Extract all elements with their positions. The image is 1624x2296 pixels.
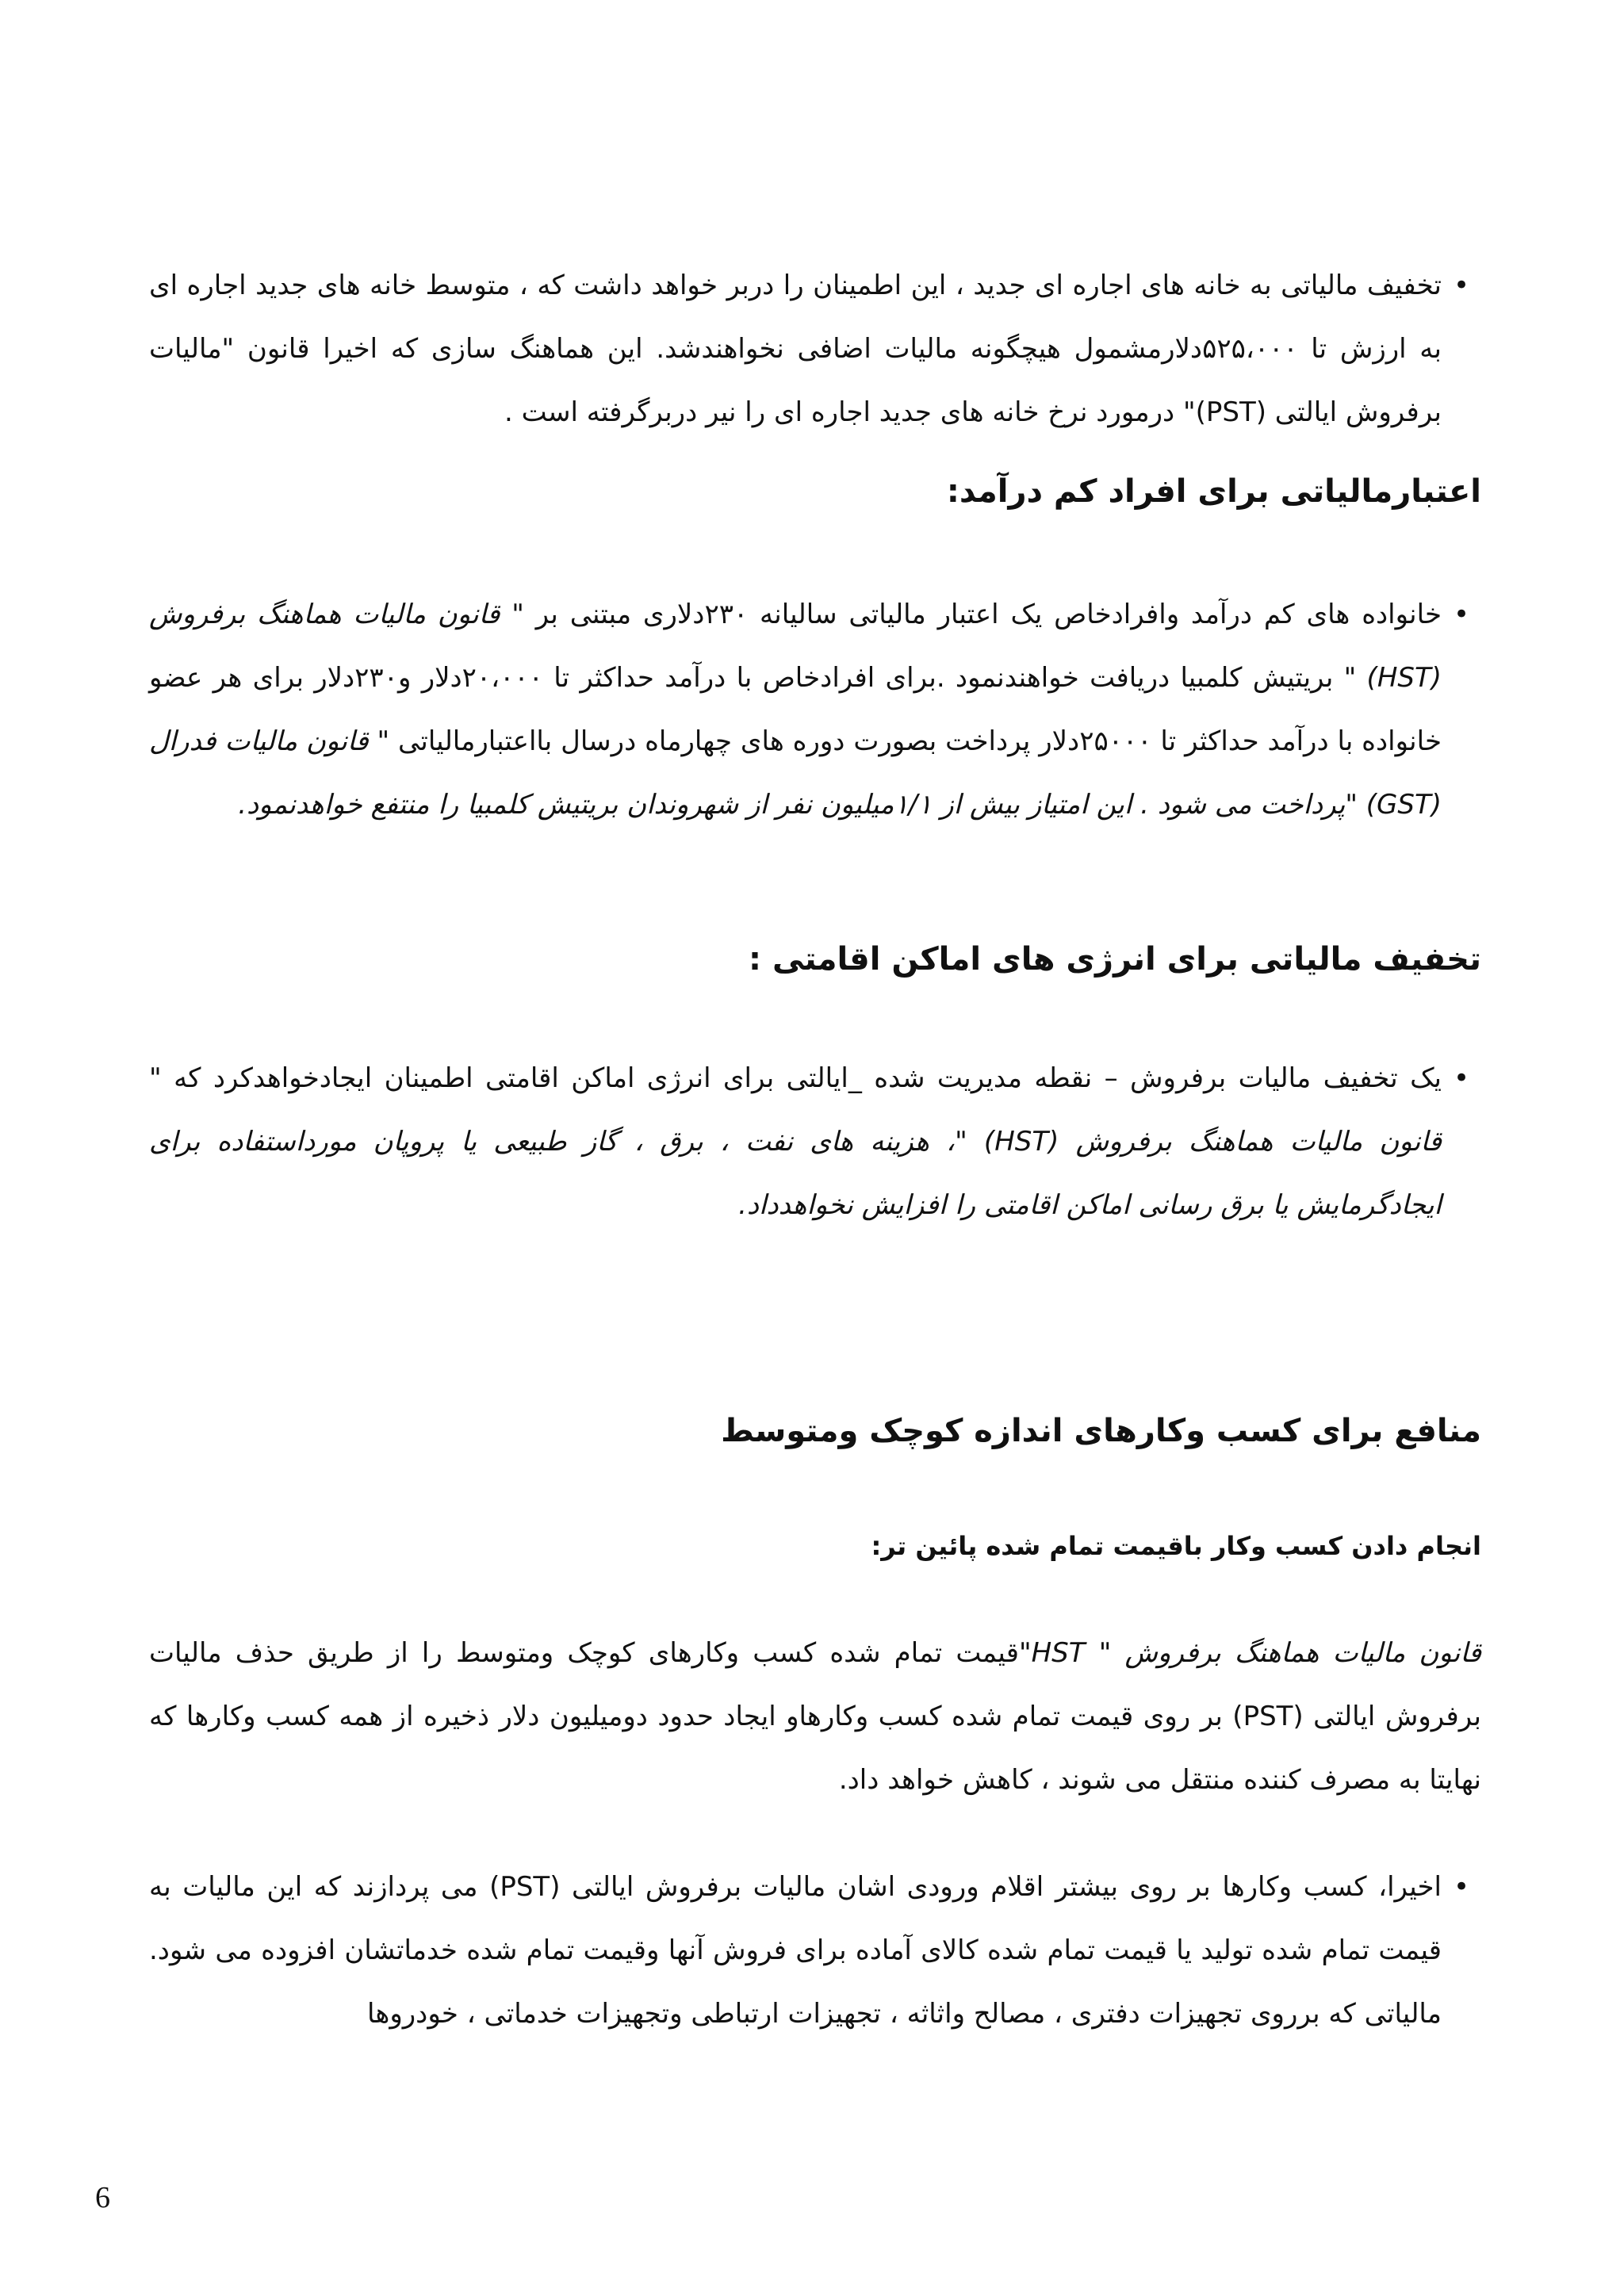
credit-text-part-3: بریتیش کلمبیا دریافت خواهندنمود .برای افرادخاص با درآمد حداکثر تا ۲۰،۰۰۰دلار و۲۳۰دلار برای هر عضو خانواده با درآمد حداکثر تا ۲۵۰۰۰دلار پرداخت بصورت دوره های چهارماه درسال بااعتبارمالیاتی ": [149, 662, 1442, 757]
energy-text-part-2: قانون مالیات هماهنگ برفروش (HST) "، هزینه های نفت ، برق ، گاز طبیعی یا پروپان مورداستفاده برای ایجادگرمایش یا برق رسانی اماکن اقامتی را افزایش نخواهدداد.: [149, 1126, 1442, 1221]
bullet-rental-homes: [149, 254, 1481, 444]
business-text-part-1: قانون مالیات هماهنگ برفروش " HST": [1018, 1637, 1481, 1669]
page-number: 6: [95, 2181, 110, 2214]
business-text-part-2: قیمت تمام شده کسب وکارهای کوچک ومتوسط را از طریق حذف مالیات برفروش ایالتی (PST) بر روی قیمت تمام شده کسب وکارهاو ایجاد حدود دومیلیون دلار ذخیره از همه کسب وکارها که نهایتا به مصرف کننده منتقل می شوند ، کاهش خواهد داد.: [149, 1637, 1482, 1796]
bullet-icon: •: [1453, 599, 1470, 630]
energy-text-part-1: یک تخفیف مالیات برفروش – نقطه مدیریت شده _ایالتی برای انرژی اماکن اقامتی اطمینان ایجادخواهدکرد که ": [149, 1062, 1442, 1094]
heading-low-income-credit: اعتبارمالیاتی برای افراد کم درآمد:: [946, 473, 1481, 510]
credit-text-part-1: خانواده های کم درآمد وافرادخاص یک اعتبار مالیاتی سالیانه ۲۳۰دلاری مبتنی بر ": [500, 599, 1442, 630]
paragraph-business-savings: [149, 1621, 1481, 1812]
bullet-credit-text: [149, 583, 1442, 836]
bullet-rental-text: تخفیف مالیاتی به خانه های اجاره ای جدید ، این اطمینان را دربر خواهد داشت که ، متوسط خانه های جدید اجاره ای به ارزش تا ۵۲۵،۰۰۰دلارمشمول هیچگونه مالیات اضافی نخواهندشد. این هماهنگ سازی که اخیرا قانون "مالیات برفروش ایالتی (PST)" درمورد نرخ خانه های جدید اجاره ای را نیر دربرگرفته است .: [149, 270, 1442, 428]
subheading-lower-cost: انجام دادن کسب وکار باقیمت تمام شده پائین تر:: [871, 1531, 1481, 1561]
bullet-energy-text: [149, 1047, 1442, 1237]
bullet-icon: •: [1453, 270, 1470, 301]
bullet-inputs-text: اخیرا، کسب وکارها بر روی بیشتر اقلام ورودی اشان مالیات برفروش ایالتی (PST) می پردازند که این مالیات به قیمت تمام شده تولید یا قیمت تمام شده کالای آماده برای فروش آنها وقیمت تمام شده خدماتشان افزوده می شود. مالیاتی که برروی تجهیزات دفتری ، مصالح واثاثه ، تجهیزات ارتباطی وتجهیزات خدماتی ، خودروها: [149, 1871, 1442, 2030]
credit-text-part-2: قانون مالیات هماهنگ برفروش (HST) ": [149, 599, 1442, 694]
business-savings-text: [149, 1621, 1481, 1812]
credit-text-part-4: قانون مالیات فدرال (GST) "پرداخت می شود . این امتیاز بیش از ۱/۱میلیون نفر از شهروندان بریتیش کلمبیا را منتفع خواهدنمود.: [149, 725, 1442, 821]
bullet-residential-energy: [149, 1047, 1481, 1237]
bullet-icon: •: [1453, 1871, 1470, 1903]
bullet-low-income-credit: [149, 583, 1481, 836]
bullet-business-inputs: [149, 1855, 1481, 2045]
heading-residential-energy: تخفیف مالیاتی برای انرژی های اماکن اقامتی :: [749, 941, 1481, 978]
bullet-icon: •: [1453, 1062, 1470, 1094]
heading-small-business-benefits: منافع برای کسب وکارهای اندازه کوچک ومتوسط: [721, 1413, 1481, 1449]
